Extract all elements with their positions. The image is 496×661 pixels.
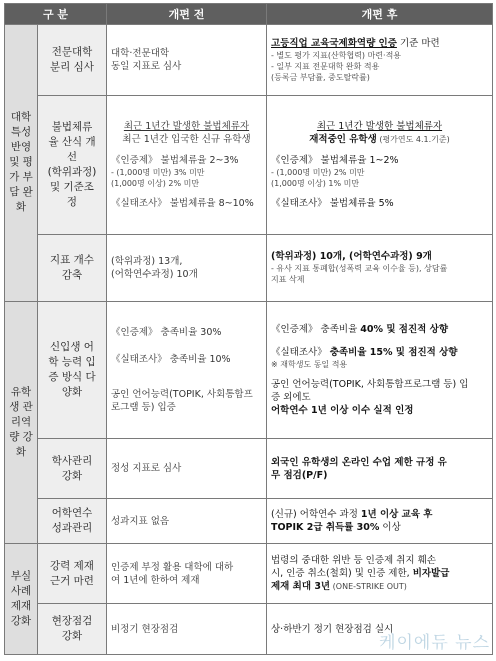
subcategory-cell: 지표 개수 감축	[38, 234, 107, 301]
category-cell-students: 유학 생 관 리역 량 강 화	[5, 301, 38, 543]
before-cell: (학위과정) 13개, (어학연수과정) 10개	[107, 234, 267, 301]
after-cell: 법령의 중대한 위반 등 인증제 취지 훼손 시, 인증 취소(철회) 및 인증 제한, 비자발급 제재 최대 3년 (ONE-STRIKE OUT)	[267, 543, 493, 604]
before-cell: 《인증제》 충족비율 30% 《실태조사》 충족비율 10% 공인 언어능력(TOPIK, 사회통합프 로그램 등) 입증	[107, 301, 267, 438]
header-category: 구 분	[5, 4, 107, 25]
table-row	[5, 301, 493, 438]
table-row	[5, 95, 493, 234]
before-cell: 비정기 현장점검	[107, 604, 267, 655]
table-row	[5, 543, 493, 604]
subcategory-cell: 불법체류 율 산식 개 선 (학위과정) 및 기준조 정	[38, 95, 107, 234]
after-cell: (신규) 어학연수 과정 1년 이상 교육 후 TOPIK 2급 취득률 30% 이상	[267, 499, 493, 543]
after-cell: 고등직업 교육국제화역량 인증 기준 마련 - 별도 평가 지표(산학협력) 마련·적용 - 일부 지표 전문대학 완화 적용 (등록금 부담률, 중도탈락률)	[267, 25, 493, 96]
header-after: 개편 후	[267, 4, 493, 25]
table-row	[5, 25, 493, 96]
subcategory-cell: 강력 제재 근거 마련	[38, 543, 107, 604]
table-row	[5, 234, 493, 301]
table-row	[5, 499, 493, 543]
subcategory-cell: 어학연수 성과관리	[38, 499, 107, 543]
after-cell: 외국인 유학생의 온라인 수업 제한 규정 유 무 점검(P/F)	[267, 438, 493, 499]
watermark-text: 케이에듀 뉴스	[379, 633, 490, 653]
before-cell: 성과지표 없음	[107, 499, 267, 543]
before-cell: 인증제 부정 활용 대학에 대하 여 1년에 한하여 제재	[107, 543, 267, 604]
subcategory-cell: 학사관리 강화	[38, 438, 107, 499]
after-cell: (학위과정) 10개, (어학연수과정) 9개 - 유사 지표 통폐합(성폭력 교육 이수율 등), 상담률 지표 삭제	[267, 234, 493, 301]
table-row	[5, 438, 493, 499]
before-cell: 대학·전문대학 동일 지표로 심사	[107, 25, 267, 96]
subcategory-cell: 현장점검 강화	[38, 604, 107, 655]
header-row	[5, 4, 493, 25]
category-cell-sanctions: 부실 사례 제재 강화	[5, 543, 38, 654]
category-cell-univ: 대학 특성 반영 및 평 가 부 담 완 화	[5, 25, 38, 302]
after-cell: 상·하반기 정기 현장점검 실시	[267, 604, 493, 655]
before-cell: 최근 1년간 발생한 불법체류자 최근 1년간 입국한 신규 유학생 《인증제》 불법체류율 2~3% - (1,000명 미만) 3% 미만 (1,000명 이상) 2% 미만 《실태조사》 불법체류율 8~10%	[107, 95, 267, 234]
subcategory-cell: 전문대학 분리 심사	[38, 25, 107, 96]
after-cell: 《인증제》 충족비율 40% 및 점진적 상향 《실태조사》 충족비율 15% 및 점진적 상향 ※ 재학생도 동일 적용 공인 언어능력(TOPIK, 사회통합프로그램 등) 입 증 외에도 어학연수 1년 이상 이수 실적 인정	[267, 301, 493, 438]
header-before: 개편 전	[107, 4, 267, 25]
after-cell: 최근 1년간 발생한 불법체류자 재적중인 유학생 (평가연도 4.1.기준) 《인증제》 불법체류율 1~2% - (1,000명 미만) 2% 미만 (1,000명 이상) 1% 미만 《실태조사》 불법체류율 5%	[267, 95, 493, 234]
before-cell: 정성 지표로 심사	[107, 438, 267, 499]
comparison-table	[4, 3, 493, 655]
subcategory-cell: 신입생 어 학 능력 입 증 방식 다 양화	[38, 301, 107, 438]
